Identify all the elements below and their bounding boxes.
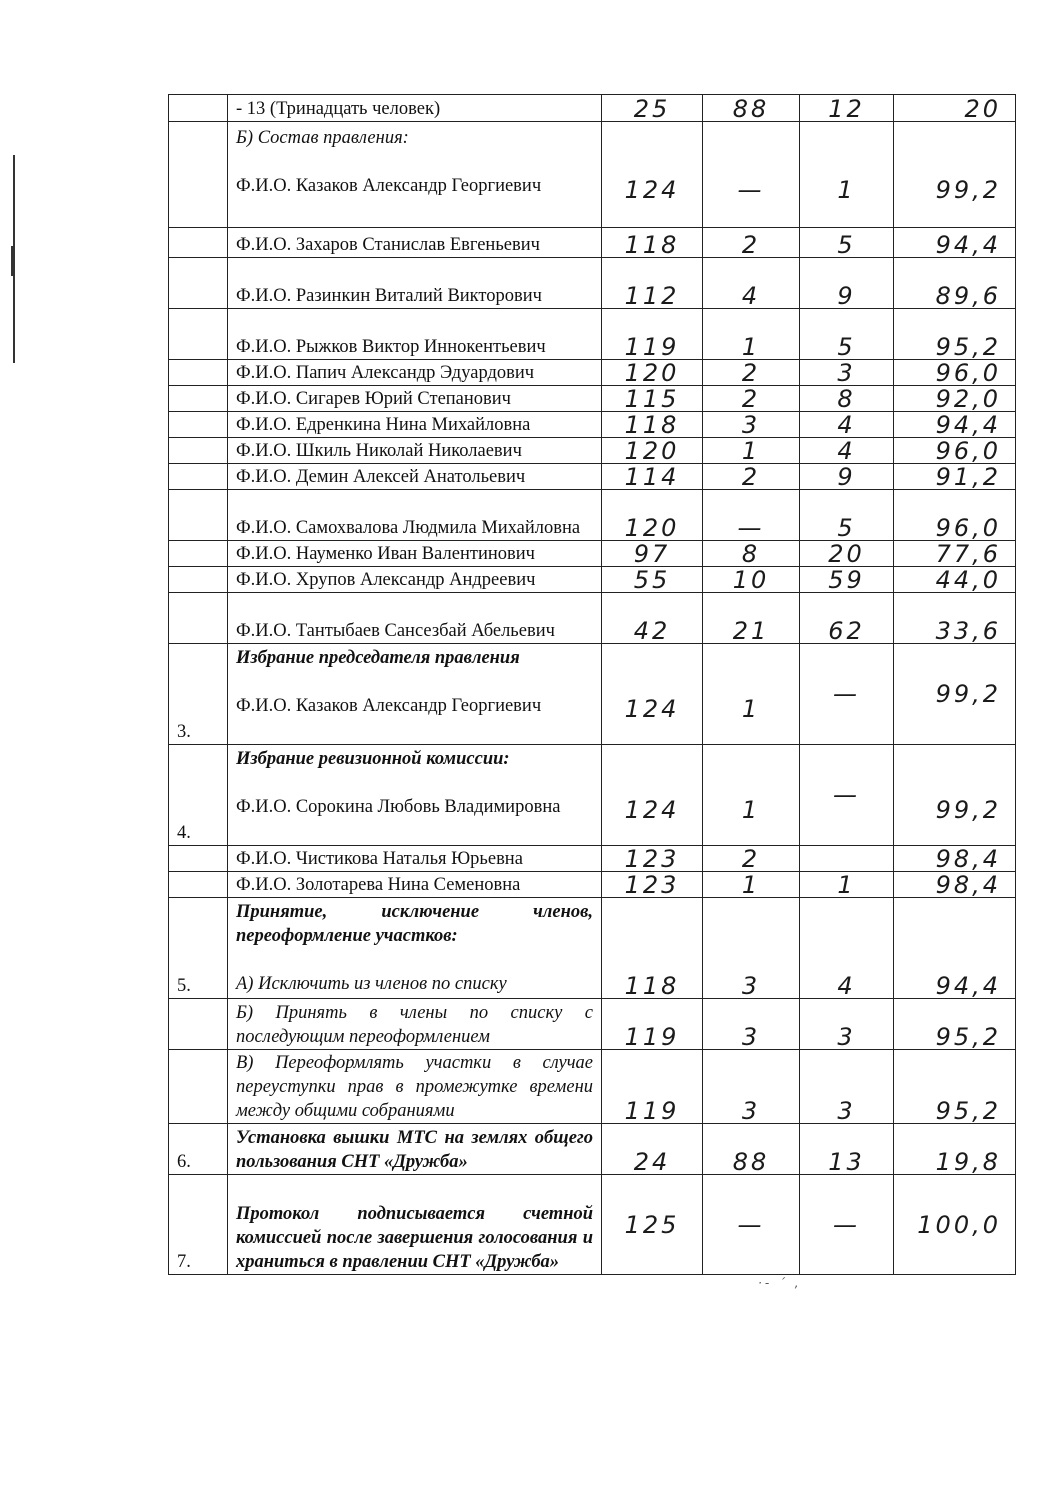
votes-for: 114 — [602, 464, 703, 490]
votes-percent: 19,8 — [894, 1124, 1016, 1175]
votes-against: 3 — [703, 412, 800, 438]
table-row — [169, 1050, 1016, 1124]
votes-against: 3 — [703, 898, 800, 999]
item-number — [169, 490, 228, 541]
votes-abstained: 12 — [800, 95, 894, 122]
item-text: А) Исключить из членов по списку — [236, 974, 507, 994]
spacer — [236, 771, 593, 795]
table-row — [169, 360, 1016, 386]
votes-for: 24 — [602, 1124, 703, 1175]
item-text: Ф.И.О. Папич Александр Эдуардович — [228, 360, 602, 386]
votes-abstained: 3 — [800, 1050, 894, 1124]
item-text: Ф.И.О. Сорокина Любовь Владимировна — [236, 797, 561, 817]
votes-abstained: 59 — [800, 567, 894, 593]
votes-against: 1 — [703, 438, 800, 464]
item-number — [169, 593, 228, 644]
item-text: Ф.И.О. Хрупов Александр Андреевич — [228, 567, 602, 593]
item-number — [169, 309, 228, 360]
votes-for: 25 — [602, 95, 703, 122]
votes-abstained: — — [800, 644, 894, 745]
item-number — [169, 412, 228, 438]
votes-abstained: 4 — [800, 412, 894, 438]
votes-percent: 89,6 — [894, 258, 1016, 309]
votes-against: — — [703, 490, 800, 541]
votes-for: 119 — [602, 309, 703, 360]
item-text: Ф.И.О. Едренкина Нина Михайловна — [228, 412, 602, 438]
item-number — [169, 872, 228, 898]
votes-for: 120 — [602, 360, 703, 386]
item-number — [169, 258, 228, 309]
item-cell — [228, 644, 602, 745]
table-row — [169, 1124, 1016, 1175]
item-number — [169, 228, 228, 258]
item-text: Ф.И.О. Науменко Иван Валентинович — [228, 541, 602, 567]
table-row — [169, 95, 1016, 122]
item-number — [169, 122, 228, 228]
table-row — [169, 872, 1016, 898]
item-text: Ф.И.О. Демин Алексей Анатольевич — [228, 464, 602, 490]
votes-percent: 96,0 — [894, 360, 1016, 386]
votes-for: 123 — [602, 846, 703, 872]
votes-for: 124 — [602, 122, 703, 228]
votes-for: 123 — [602, 872, 703, 898]
votes-abstained: 4 — [800, 438, 894, 464]
votes-for: 119 — [602, 999, 703, 1050]
item-text: Ф.И.О. Казаков Александр Георгиевич — [236, 176, 542, 196]
item-heading: Принятие, исключение членов, переоформление участков: — [236, 902, 593, 946]
votes-for: 118 — [602, 898, 703, 999]
item-heading: Б) Состав правления: — [236, 128, 409, 148]
votes-abstained: — — [800, 1175, 894, 1275]
votes-abstained: 5 — [800, 309, 894, 360]
votes-percent: 44,0 — [894, 567, 1016, 593]
votes-for: 119 — [602, 1050, 703, 1124]
votes-percent: 94,4 — [894, 898, 1016, 999]
votes-against: 1 — [703, 745, 800, 846]
table-row — [169, 412, 1016, 438]
votes-for: 55 — [602, 567, 703, 593]
table-row — [169, 438, 1016, 464]
spacer — [236, 670, 593, 694]
item-number — [169, 464, 228, 490]
item-number — [169, 846, 228, 872]
votes-abstained: 1 — [800, 122, 894, 228]
table-row — [169, 122, 1016, 228]
margin-line-short — [11, 246, 13, 276]
item-text: Ф.И.О. Разинкин Виталий Викторович — [228, 258, 602, 309]
item-text: Установка вышки МТС на землях общего пользования СНТ «Дружба» — [228, 1124, 602, 1175]
item-text: Ф.И.О. Золотарева Нина Семеновна — [228, 872, 602, 898]
item-number — [169, 386, 228, 412]
votes-for: 125 — [602, 1175, 703, 1275]
votes-against: 88 — [703, 95, 800, 122]
votes-percent: 98,4 — [894, 872, 1016, 898]
votes-against: 1 — [703, 309, 800, 360]
votes-against: 2 — [703, 360, 800, 386]
votes-percent: 96,0 — [894, 438, 1016, 464]
item-cell — [228, 122, 602, 228]
votes-for: 42 — [602, 593, 703, 644]
item-number — [169, 999, 228, 1050]
votes-percent: 94,4 — [894, 228, 1016, 258]
votes-abstained: 9 — [800, 258, 894, 309]
votes-abstained: 5 — [800, 490, 894, 541]
votes-percent: 95,2 — [894, 309, 1016, 360]
item-text: Ф.И.О. Сигарев Юрий Степанович — [228, 386, 602, 412]
item-number: 5. — [169, 898, 228, 999]
votes-percent: 99,2 — [894, 745, 1016, 846]
item-cell — [228, 898, 602, 999]
item-text: Ф.И.О. Самохвалова Людмила Михайловна — [228, 490, 602, 541]
votes-against: 10 — [703, 567, 800, 593]
votes-for: 120 — [602, 490, 703, 541]
votes-percent: 95,2 — [894, 999, 1016, 1050]
votes-percent: 99,2 — [894, 644, 1016, 745]
votes-percent: 77,6 — [894, 541, 1016, 567]
votes-against: — — [703, 122, 800, 228]
item-text: В) Переоформлять участки в случае переуступки прав в промежутке времени между общими собраниями — [228, 1050, 602, 1124]
votes-percent: 96,0 — [894, 490, 1016, 541]
votes-abstained: 20 — [800, 541, 894, 567]
item-text: - 13 (Тринадцать человек) — [228, 95, 602, 122]
votes-against: 1 — [703, 644, 800, 745]
table-row — [169, 846, 1016, 872]
item-number: 6. — [169, 1124, 228, 1175]
table-row — [169, 745, 1016, 846]
table-row — [169, 541, 1016, 567]
table-row — [169, 258, 1016, 309]
votes-abstained: 13 — [800, 1124, 894, 1175]
votes-percent: 94,4 — [894, 412, 1016, 438]
table-row — [169, 228, 1016, 258]
votes-abstained: 5 — [800, 228, 894, 258]
votes-percent: 100,0 — [894, 1175, 1016, 1275]
table-row — [169, 1175, 1016, 1275]
item-number: 3. — [169, 644, 228, 745]
votes-abstained: 3 — [800, 360, 894, 386]
votes-abstained: 1 — [800, 872, 894, 898]
votes-for: 120 — [602, 438, 703, 464]
table-row — [169, 644, 1016, 745]
votes-against: 8 — [703, 541, 800, 567]
item-text: Ф.И.О. Захаров Станислав Евгеньевич — [228, 228, 602, 258]
table-row — [169, 464, 1016, 490]
votes-abstained: 9 — [800, 464, 894, 490]
table-row — [169, 898, 1016, 999]
votes-percent: 91,2 — [894, 464, 1016, 490]
table-row — [169, 386, 1016, 412]
votes-for: 97 — [602, 541, 703, 567]
item-text: Ф.И.О. Тантыбаев Сансезбай Абельевич — [228, 593, 602, 644]
votes-against: 88 — [703, 1124, 800, 1175]
votes-for: 118 — [602, 228, 703, 258]
votes-abstained: — — [800, 745, 894, 846]
spacer — [236, 150, 593, 174]
votes-for: 124 — [602, 644, 703, 745]
item-text: Протокол подписывается счетной комиссией после завершения голосования и храниться в правлении СНТ «Дружба» — [228, 1175, 602, 1275]
votes-against: 2 — [703, 464, 800, 490]
table-row — [169, 567, 1016, 593]
margin-line — [13, 155, 15, 363]
spacer — [236, 948, 593, 972]
votes-against: 2 — [703, 846, 800, 872]
votes-percent: 99,2 — [894, 122, 1016, 228]
item-number — [169, 541, 228, 567]
votes-against: 3 — [703, 999, 800, 1050]
item-number: 7. — [169, 1175, 228, 1275]
votes-abstained: 3 — [800, 999, 894, 1050]
item-text: Ф.И.О. Чистикова Наталья Юрьевна — [228, 846, 602, 872]
item-number — [169, 1050, 228, 1124]
votes-percent: 20 — [894, 95, 1016, 122]
votes-for: 124 — [602, 745, 703, 846]
votes-against: 4 — [703, 258, 800, 309]
votes-abstained — [800, 846, 894, 872]
item-text: Ф.И.О. Шкиль Николай Николаевич — [228, 438, 602, 464]
votes-percent: 92,0 — [894, 386, 1016, 412]
votes-percent: 98,4 — [894, 846, 1016, 872]
votes-against: 3 — [703, 1050, 800, 1124]
item-number — [169, 95, 228, 122]
voting-results-table — [168, 94, 1016, 1275]
item-heading: Избрание ревизионной комиссии: — [236, 749, 510, 769]
votes-for: 118 — [602, 412, 703, 438]
item-cell — [228, 745, 602, 846]
votes-for: 115 — [602, 386, 703, 412]
votes-against: 2 — [703, 386, 800, 412]
item-number: 4. — [169, 745, 228, 846]
votes-against: 1 — [703, 872, 800, 898]
item-number — [169, 567, 228, 593]
item-number — [169, 360, 228, 386]
votes-percent: 33,6 — [894, 593, 1016, 644]
votes-abstained: 8 — [800, 386, 894, 412]
item-text: Ф.И.О. Казаков Александр Георгиевич — [236, 696, 542, 716]
table-row — [169, 309, 1016, 360]
item-heading: Избрание председателя правления — [236, 648, 520, 668]
item-number — [169, 438, 228, 464]
votes-against: 21 — [703, 593, 800, 644]
scan-mark: ·‐ ˊ , — [758, 1276, 802, 1290]
votes-for: 112 — [602, 258, 703, 309]
table-row — [169, 593, 1016, 644]
table-row — [169, 490, 1016, 541]
votes-against: 2 — [703, 228, 800, 258]
votes-against: — — [703, 1175, 800, 1275]
votes-abstained: 62 — [800, 593, 894, 644]
item-text: Ф.И.О. Рыжков Виктор Иннокентьевич — [228, 309, 602, 360]
votes-percent: 95,2 — [894, 1050, 1016, 1124]
votes-abstained: 4 — [800, 898, 894, 999]
item-text: Б) Принять в члены по списку с последующим переоформлением — [228, 999, 602, 1050]
table-row — [169, 999, 1016, 1050]
